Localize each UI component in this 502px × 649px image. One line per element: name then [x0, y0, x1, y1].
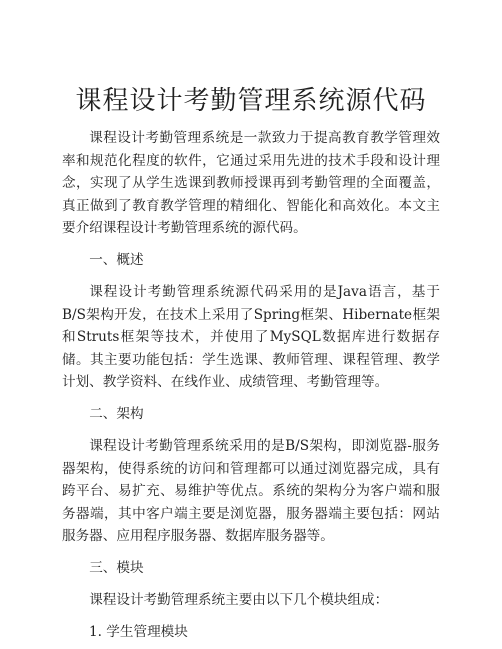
- section-body-architecture: 课程设计考勤管理系统采用的是B/S架构，即浏览器-服务器架构，使得系统的访问和管理都可以通过浏览器完成，具有跨平台、易扩充、易维护等优点。系统的架构分为客户端和服务器端，其中客户端主要是浏览器，服务器端主要包括：网站服务器、应用程序服务器、数据库服务器等。: [62, 438, 440, 544]
- intro-paragraph: 课程设计考勤管理系统是一款致力于提高教育教学管理效率和规范化程度的软件，它通过采用先进的技术手段和设计理念，实现了从学生选课到教师授课再到考勤管理的全面覆盖，真正做到了教育教学管理的精细化、智能化和高效化。本文主要介绍课程设计考勤管理系统的源代码。: [62, 130, 440, 236]
- document-body: [62, 127, 440, 644]
- list-item-student-management: 1. 学生管理模块: [89, 624, 188, 640]
- section-heading-modules: 三、模块: [89, 560, 144, 576]
- section-body-overview: 课程设计考勤管理系统源代码采用的是Java语言，基于B/S架构开发，在技术上采用了Spring框架、Hibernate框架和Struts框架等技术，并使用了MySQL数据库进行数据存储。其主要功能包括：学生选课、教师管理、课程管理、教学计划、教学资料、在线作业、成绩管理、考勤管理等。: [62, 284, 440, 390]
- section-heading-architecture: 二、架构: [89, 406, 144, 422]
- section-body-modules: 课程设计考勤管理系统主要由以下几个模块组成：: [89, 592, 389, 608]
- document-title: 课程设计考勤管理系统源代码: [75, 86, 427, 116]
- section-heading-overview: 一、概述: [89, 252, 144, 268]
